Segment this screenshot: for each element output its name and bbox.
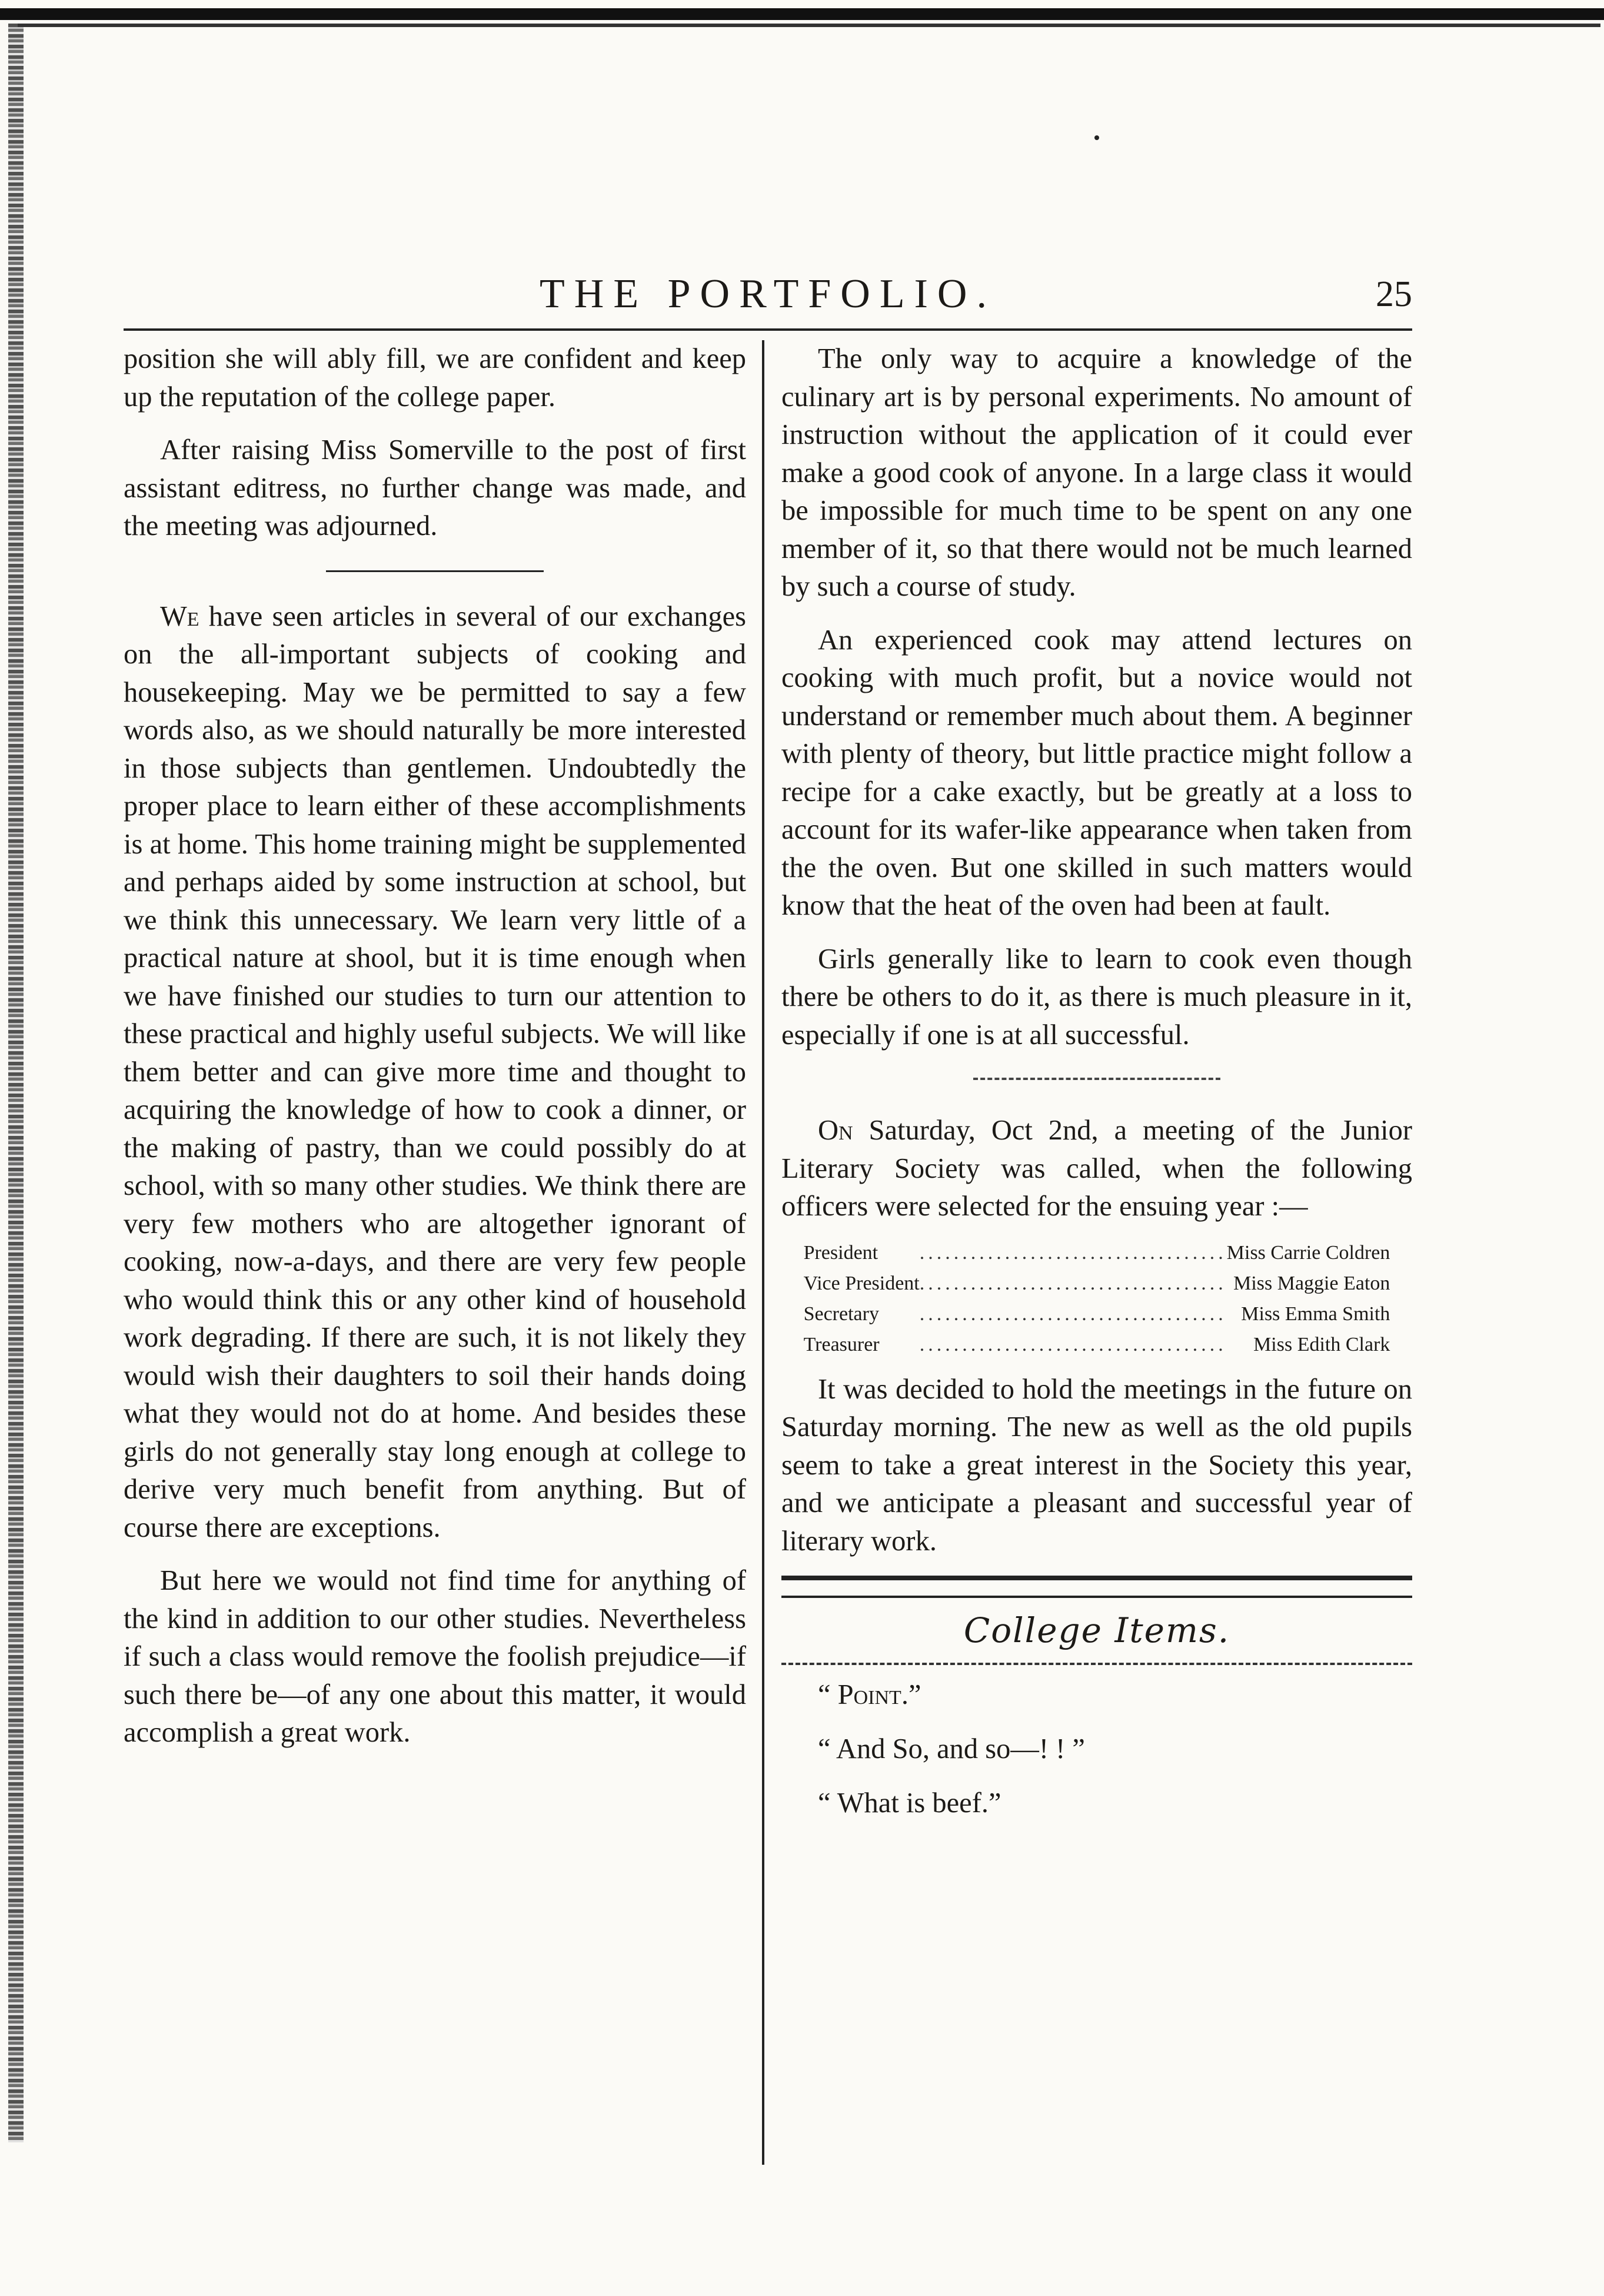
paragraph: But here we would not find time for anything of the kind in addition to our other studies. Nevertheless if such a class would remove the foolish prejudice—if such there be—of any one about this matter, it would accomplish a great work. [124,1565,746,1748]
scanned-page-edge [8,24,24,2142]
section-divider [973,1078,1220,1080]
leader-dots: .................................... [919,1333,1227,1355]
paragraph: position she will ably fill, we are confident and keep up the reputation of the college paper. [124,343,746,413]
officer-name: Miss Emma Smith [1241,1302,1390,1325]
officer-title: Secretary [803,1302,879,1325]
double-rule [781,1576,1412,1598]
lead-word: On [818,1115,853,1146]
right-column [781,340,1412,1838]
officer-row [804,1330,1390,1360]
officer-name: Miss Carrie Coldren [1226,1241,1390,1264]
officer-row [804,1299,1390,1330]
officer-title: President [803,1241,878,1264]
officer-name: Miss Maggie Eaton [1233,1272,1390,1294]
leader-dots: .................................... [919,1302,1227,1325]
top-border-rule-thin [18,24,1600,27]
college-item: “ And So, and so—! ! ” [818,1733,1085,1765]
dashed-rule [781,1663,1412,1665]
paragraph-society-meeting [781,1112,1412,1226]
paragraph: It was decided to hold the meetings in the future on Saturday morning. The new as well as the old pupils seem to take a great interest in the Society this year, and we anticipate a pleasant and successful year of literary work. [781,1373,1412,1557]
paragraph: After raising Miss Somerville to the post of first assistant editress, no further change was made, and the meeting was adjourned. [124,434,746,541]
officer-row [804,1268,1390,1299]
college-item: “ What is beef.” [818,1787,1001,1819]
college-items-heading: College Items. [963,1610,1230,1650]
college-item: “ Point.” [818,1679,921,1710]
column-divider [762,340,764,2165]
leader-dots: .................................... [919,1241,1227,1264]
left-column [124,340,746,1767]
section-divider [326,570,544,572]
paragraph: An experienced cook may attend lectures on cooking with much profit, but a novice would not understand or remember much about them. A beginner with plenty of theory, but little practice might follow a recipe for a cake exactly, but be greatly at a loss to account for its wafer-like appearance when taken from the the oven. But one skilled in such matters would know that the heat of the oven had been at fault. [781,624,1412,921]
page-number: 25 [1376,274,1412,314]
paragraph-cooking-article [124,598,746,1547]
officer-name: Miss Edith Clark [1253,1333,1390,1355]
page-header [124,265,1412,324]
ink-speck [1094,135,1099,140]
leader-dots: .................................... [919,1272,1227,1294]
paragraph: The only way to acquire a knowledge of the culinary art is by personal experiments. No amount of instruction without the application of it could ever make a good cook of anyone. In a large class it would be impossible for much time to be spent on any one member of it, so that there would not be much learned by such a course of study. [781,343,1412,602]
lead-word: We [160,600,199,632]
top-border-rule [0,8,1604,20]
header-rule [124,328,1412,331]
officer-title: Treasurer [803,1333,880,1355]
officer-row [804,1238,1390,1268]
journal-title: THE PORTFOLIO. [540,271,996,317]
paragraph: Girls generally like to learn to cook even though there be others to do it, as there is much pleasure in it, especially if one is at all successful. [781,943,1412,1051]
paragraph-text: have seen articles in several of our exchanges on the all-important subjects of cooking and housekeeping. May we be permitted to say a few words also, as we should naturally be more interested in those subjects than gentlemen. Undoubtedly the proper place to learn either of these accomplishments is at home. This home training might be supplemented and perhaps aided by some instruction at school, but we think this unnecessary. We learn very little of a practical nature at shool, but it is time enough when we have finished our studies to turn our attention to these practical and highly useful subjects. We will like them better and can give more time and thought to acquiring the knowledge of how to cook a dinner, or the making of pastry, than we could possibly do at school, with so many other studies. We think there are very few mothers who are altogether ignorant of cooking, now-a-days, and there are very few people who would think this or any other kind of household work degrading. If there are such, it is not likely they would wish their daughters to soil their hands doing what they would not do at home. And besides these girls do not generally stay long enough at college to derive very much benefit from anything. But of course there are exceptions. [124,600,746,1543]
officer-title: Vice President [803,1272,920,1294]
paragraph-text: Saturday, Oct 2nd, a meeting of the Junior Literary Society was called, when the following officers were selected for the ensuing year :— [781,1115,1413,1222]
officers-list [804,1238,1390,1360]
